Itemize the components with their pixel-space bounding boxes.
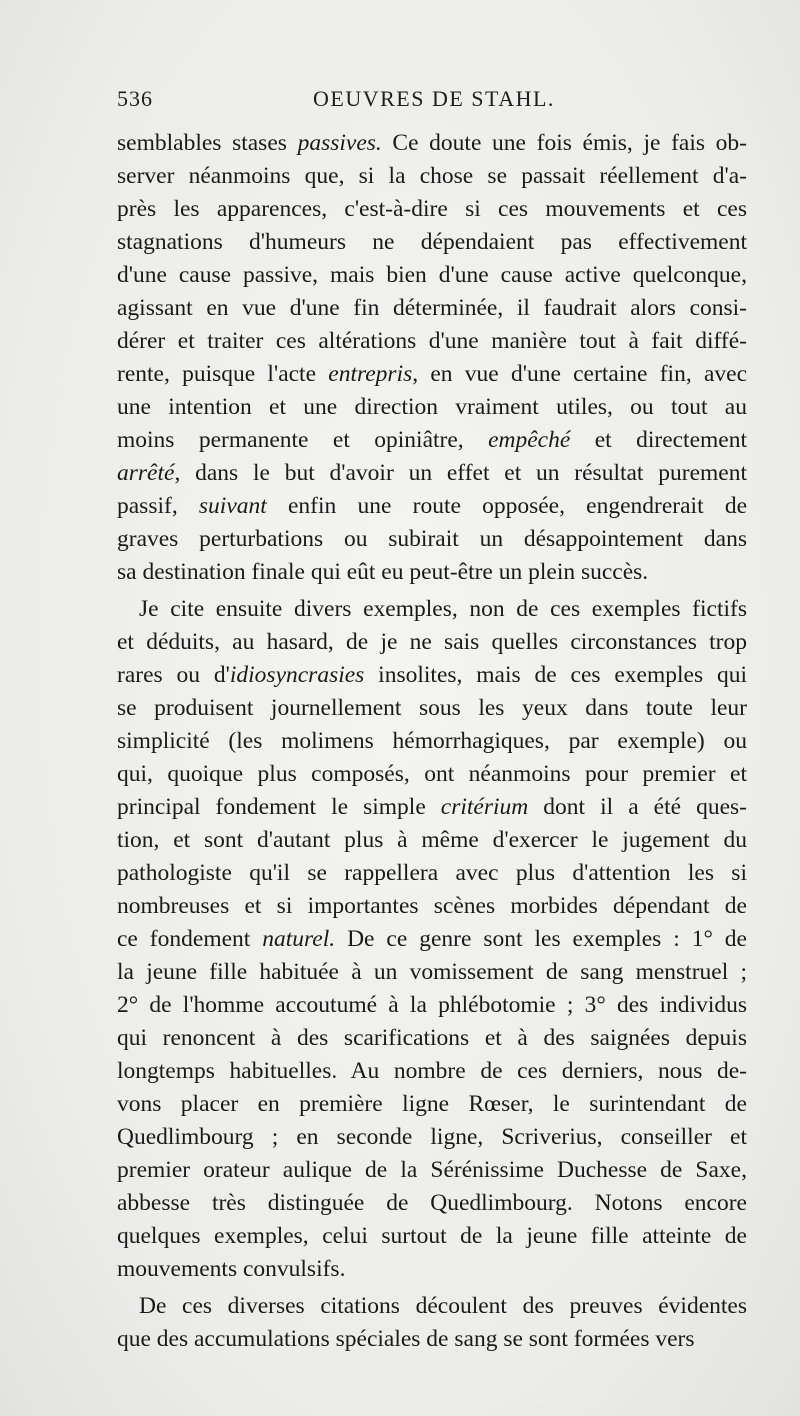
italic-text: passives. [297, 130, 382, 156]
text-line [117, 490, 747, 523]
text-line [117, 1220, 747, 1253]
text-line [117, 725, 747, 758]
text-line [117, 1290, 747, 1323]
text-run: qui, quoique plus composés, ont néanmoins pour premier et [117, 761, 747, 787]
text-line [117, 1187, 747, 1220]
italic-text: entrepris [328, 361, 413, 387]
text-run: , en vue d'une certaine fin, avec [412, 361, 747, 387]
text-line [117, 325, 747, 358]
text-run: stagnations d'humeurs ne dépendaient pas effectivement [117, 229, 747, 255]
text-line [117, 424, 747, 457]
text-line [117, 127, 747, 160]
text-run: simplicité (les molimens hémorrhagiques, par exemple) ou [117, 728, 747, 754]
text-run: ce fondement [117, 926, 263, 952]
text-run: Ce doute une fois émis, je fais ob- [381, 130, 747, 156]
text-line [117, 626, 747, 659]
text-line [117, 659, 747, 692]
text-line [117, 923, 747, 956]
paragraph [117, 593, 747, 1286]
text-run: moins permanente et opiniâtre, [117, 427, 489, 453]
text-line [117, 523, 747, 556]
italic-text: idiosyncrasies [229, 662, 365, 688]
italic-text: suivant [198, 493, 267, 519]
text-run: près les apparences, c'est-à-dire si ces mouvements et ces [117, 196, 747, 222]
text-run: sa destination finale qui eût eu peut-être un plein succès. [117, 559, 649, 585]
text-line [117, 556, 747, 589]
text-run: vons placer en première ligne Rœser, le surintendant de [117, 1091, 747, 1117]
text-run: server néanmoins que, si la chose se passait réellement d'a- [117, 163, 747, 189]
text-run: semblables stases [117, 130, 298, 156]
text-line [117, 457, 747, 490]
text-line [117, 1323, 747, 1356]
text-line [117, 259, 747, 292]
italic-text: arrêté [117, 460, 175, 486]
text-line [117, 791, 747, 824]
text-line [117, 1121, 747, 1154]
text-run: graves perturbations ou subirait un désappointement dans [117, 526, 747, 552]
text-run: et directement [570, 427, 748, 453]
text-run: nombreuses et si importantes scènes morbides dépendant de [117, 893, 747, 919]
text-run: principal fondement le simple [117, 794, 441, 820]
text-line [117, 890, 747, 923]
text-run: une intention et une direction vraiment utiles, ou tout au [117, 394, 747, 420]
text-run: tion, et sont d'autant plus à même d'exercer le jugement du [117, 827, 747, 853]
text-line [117, 758, 747, 791]
page-header [117, 86, 747, 118]
paragraph [117, 1290, 747, 1356]
paragraph [117, 127, 747, 589]
text-run: abbesse très distinguée de Quedlimbourg. Notons encore [117, 1190, 747, 1216]
text-line [117, 1253, 747, 1286]
text-run: rares ou d' [117, 662, 230, 688]
text-run: d'une cause passive, mais bien d'une cause active quelconque, [117, 262, 747, 288]
text-run: dérer et traiter ces altérations d'une manière tout à fait diffé- [117, 328, 747, 354]
text-line [117, 292, 747, 325]
italic-text: naturel. [262, 926, 336, 952]
text-line [117, 1022, 747, 1055]
text-run: se produisent journellement sous les yeux dans toute leur [117, 695, 747, 721]
italic-text: empêché [488, 427, 571, 453]
text-run: et déduits, au hasard, de je ne sais quelles circonstances trop [117, 629, 747, 655]
italic-text: critérium [440, 794, 529, 820]
text-run: , dans le but d'avoir un effet et un résultat purement [174, 460, 747, 486]
body-text [117, 127, 747, 1356]
text-line [117, 1088, 747, 1121]
text-run: Quedlimbourg ; en seconde ligne, Scriverius, conseiller et [117, 1124, 747, 1150]
text-line [117, 824, 747, 857]
text-run: premier orateur aulique de la Sérénissime Duchesse de Saxe, [117, 1157, 747, 1183]
text-run: longtemps habituelles. Au nombre de ces derniers, nous de- [117, 1058, 747, 1084]
text-line [117, 692, 747, 725]
text-run: Je cite ensuite divers exemples, non de ces exemples fictifs [139, 596, 747, 622]
text-run: 2° de l'homme accoutumé à la phlébotomie ; 3° des individus [117, 992, 747, 1018]
text-line [117, 193, 747, 226]
text-run: pathologiste qu'il se rappellera avec plus d'attention les si [117, 860, 747, 886]
text-line [117, 857, 747, 890]
text-run: agissant en vue d'une fin déterminée, il faudrait alors consi- [117, 295, 747, 321]
page-number: 536 [117, 86, 153, 111]
text-line [117, 1154, 747, 1187]
text-run: quelques exemples, celui surtout de la jeune fille atteinte de [117, 1223, 747, 1249]
text-run: la jeune fille habituée à un vomissement de sang menstruel ; [117, 959, 747, 985]
running-head: OEUVRES DE STAHL. [313, 86, 555, 111]
text-line [117, 1055, 747, 1088]
text-run: De ces diverses citations découlent des preuves évidentes [139, 1293, 747, 1319]
text-run: passif, [117, 493, 199, 519]
text-line [117, 391, 747, 424]
text-run: insolites, mais de ces exemples qui [364, 662, 747, 688]
text-line [117, 226, 747, 259]
text-line [117, 593, 747, 626]
text-line [117, 989, 747, 1022]
text-run: rente, puisque l'acte [117, 361, 329, 387]
text-line [117, 358, 747, 391]
text-run: qui renoncent à des scarifications et à des saignées depuis [117, 1025, 747, 1051]
text-run: enfin une route opposée, engendrerait de [266, 493, 747, 519]
text-line [117, 160, 747, 193]
text-run: dont il a été ques- [528, 794, 748, 820]
text-run: De ce genre sont les exemples : 1° de [335, 926, 747, 952]
text-line [117, 956, 747, 989]
text-run: mouvements convulsifs. [117, 1256, 346, 1282]
text-run: que des accumulations spéciales de sang se sont formées vers [117, 1326, 695, 1352]
